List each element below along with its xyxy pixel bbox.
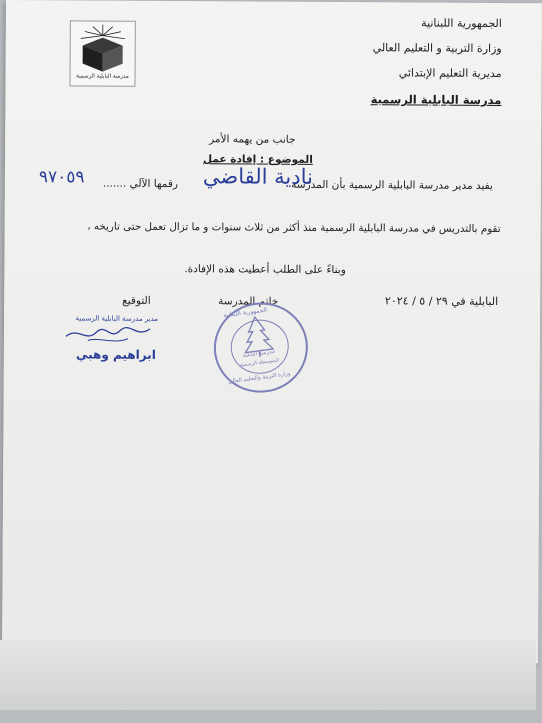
stamp-text-inner: المتوسطة الرسمية bbox=[239, 357, 280, 369]
signatory-title: مدير مدرسة البابلية الرسمية bbox=[75, 314, 159, 323]
body-line-3: وبناءً على الطلب أعطيت هذه الإفادة. bbox=[184, 263, 346, 277]
signature-label: التوقيع bbox=[122, 294, 151, 307]
addressee: جانب من يهمه الأمر bbox=[209, 133, 296, 146]
document-page bbox=[2, 0, 542, 663]
school-name: مدرسة البابلية الرسمية bbox=[370, 92, 502, 108]
employee-number-handwritten: ٩٧٠٥٩ bbox=[38, 167, 85, 188]
body-line-1-start: يفيد مدير مدرسة البابلية الرسمية بأن المدرّسة bbox=[291, 178, 493, 192]
stamp-text-middle: مدرسة البابلية bbox=[242, 348, 276, 360]
subject-line: الموضوع : إفادة عمل bbox=[202, 153, 313, 166]
republic-title: الجمهورية اللبنانية bbox=[421, 16, 502, 31]
body-line-1-number-label: رقمها الآلي ....... bbox=[102, 177, 179, 191]
ministry-title: وزارة التربية و التعليم العالي bbox=[372, 41, 502, 56]
signatory-name: ابراهيم وهبي bbox=[75, 347, 156, 362]
page-fold bbox=[0, 640, 536, 710]
school-stamp bbox=[208, 297, 313, 399]
directorate-title: مديرية التعليم الإبتدائي bbox=[398, 66, 502, 81]
stamp-text-outer: الجمهورية اللبنانية bbox=[222, 306, 268, 320]
teacher-name-handwritten: نادية القاضي bbox=[202, 164, 313, 189]
logo-caption: مدرسة البابلية الرسمية bbox=[76, 73, 129, 80]
signature-block bbox=[58, 314, 158, 369]
signature-scribble bbox=[58, 322, 158, 349]
stamp-label: خاتم المدرسة bbox=[218, 295, 279, 308]
school-logo bbox=[69, 20, 135, 86]
place-date: البابلية في ٢٩ / ٥ / ٢٠٢٤ bbox=[384, 294, 499, 309]
stamp-text-bottom: وزارة التربية والتعليم العالي bbox=[227, 370, 291, 386]
body-line-2: تقوم بالتدريس في مدرسة البابلية الرسمية منذ أكثر من ثلاث سنوات و ما تزال تعمل حتى تاريخه ، bbox=[87, 220, 501, 236]
